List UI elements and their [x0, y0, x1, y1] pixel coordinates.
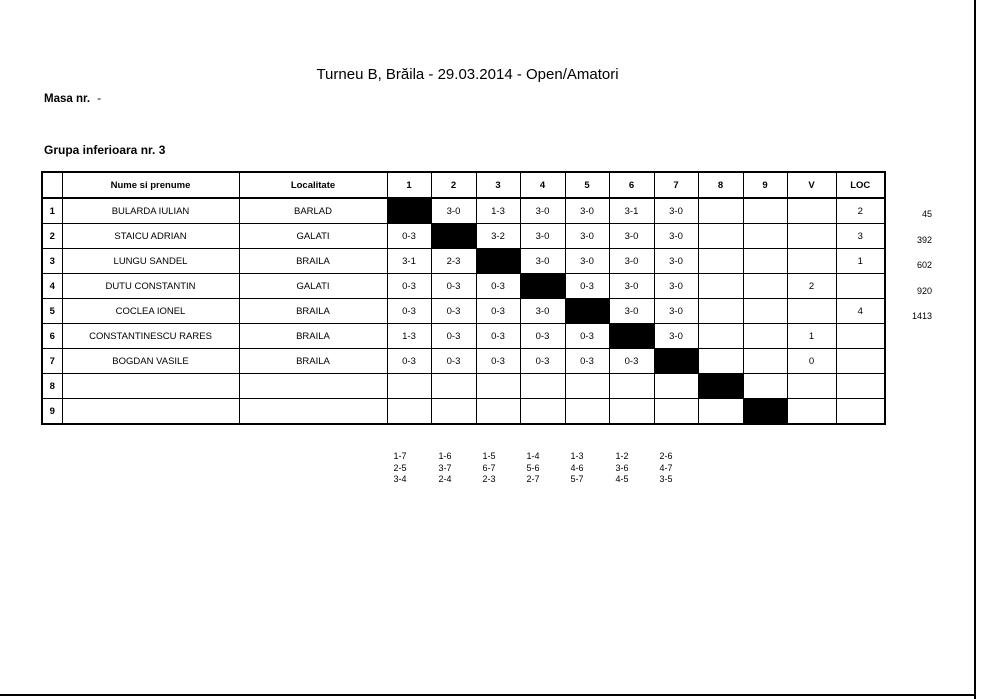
- row-number: 8: [42, 374, 62, 399]
- schedule-match: 2-6: [659, 451, 673, 461]
- score-cell: [565, 399, 609, 425]
- victories-cell: 1: [787, 324, 836, 349]
- row-number: 4: [42, 274, 62, 299]
- score-cell: [743, 374, 787, 399]
- victories-cell: [787, 399, 836, 425]
- score-cell: [565, 374, 609, 399]
- row-number: 9: [42, 399, 62, 425]
- player-name: LUNGU SANDEL: [62, 249, 239, 274]
- score-cell: 3-0: [565, 198, 609, 224]
- player-city: GALATI: [239, 274, 387, 299]
- player-city: BRAILA: [239, 249, 387, 274]
- schedule-match: 1-4: [526, 451, 540, 461]
- score-cell: 3-0: [654, 299, 698, 324]
- header-name: Nume si prenume: [62, 172, 239, 198]
- score-cell: [743, 274, 787, 299]
- score-cell: 3-0: [654, 198, 698, 224]
- player-name: [62, 374, 239, 399]
- score-cell: 0-3: [565, 324, 609, 349]
- score-cell: [698, 349, 743, 374]
- score-cell: [654, 399, 698, 425]
- score-cell: [698, 324, 743, 349]
- score-cell: 3-0: [609, 249, 654, 274]
- score-cell: [654, 374, 698, 399]
- diagonal-blank-cell: [609, 324, 654, 349]
- score-cell: [387, 399, 431, 425]
- score-cell: 3-0: [565, 224, 609, 249]
- victories-cell: [787, 249, 836, 274]
- header-col-1: 1: [387, 172, 431, 198]
- page-title: Turneu B, Brăila - 29.03.2014 - Open/Amatori: [316, 66, 619, 83]
- player-city: BRAILA: [239, 349, 387, 374]
- score-cell: 3-0: [520, 224, 565, 249]
- diagonal-blank-cell: [520, 274, 565, 299]
- score-cell: [431, 374, 476, 399]
- header-place: LOC: [836, 172, 885, 198]
- player-city: [239, 374, 387, 399]
- score-cell: 0-3: [520, 324, 565, 349]
- score-cell: [698, 198, 743, 224]
- row-number: 6: [42, 324, 62, 349]
- schedule-match: 1-5: [482, 451, 496, 461]
- page-border-bottom: [0, 694, 976, 696]
- victories-cell: [787, 224, 836, 249]
- side-number: 602: [916, 260, 932, 270]
- place-cell: [836, 374, 885, 399]
- table-row: [42, 374, 885, 399]
- score-cell: [743, 249, 787, 274]
- score-cell: [698, 249, 743, 274]
- row-number: 3: [42, 249, 62, 274]
- side-number: 392: [916, 234, 932, 245]
- table-row: [42, 349, 885, 374]
- diagonal-blank-cell: [476, 249, 520, 274]
- score-cell: [476, 399, 520, 425]
- diagonal-blank-cell: [654, 349, 698, 374]
- score-cell: 3-0: [520, 299, 565, 324]
- table-row: [42, 224, 885, 249]
- schedule-match: 1-7: [393, 451, 407, 461]
- header-col-7: 7: [654, 172, 698, 198]
- score-cell: [743, 198, 787, 224]
- score-cell: [743, 349, 787, 374]
- score-cell: 3-0: [609, 274, 654, 299]
- score-cell: 3-0: [431, 198, 476, 224]
- score-cell: 0-3: [520, 349, 565, 374]
- schedule-match: 5-7: [570, 474, 584, 484]
- header-city: Localitate: [239, 172, 387, 198]
- score-cell: 3-0: [565, 249, 609, 274]
- score-cell: 0-3: [387, 224, 431, 249]
- schedule-match: 2-3: [482, 474, 496, 484]
- table-row: [42, 274, 885, 299]
- schedule-match: 2-7: [526, 474, 540, 484]
- side-number: 920: [916, 285, 932, 296]
- player-name: CONSTANTINESCU RARES: [62, 324, 239, 349]
- score-cell: 0-3: [387, 349, 431, 374]
- row-number: 7: [42, 349, 62, 374]
- score-cell: [387, 374, 431, 399]
- schedule-round: [380, 451, 420, 486]
- victories-cell: 2: [787, 274, 836, 299]
- score-cell: 3-0: [654, 324, 698, 349]
- score-cell: 2-3: [431, 249, 476, 274]
- score-cell: [609, 374, 654, 399]
- table-number-value: -: [97, 93, 102, 105]
- schedule-match: 1-6: [438, 451, 452, 461]
- score-cell: 0-3: [476, 349, 520, 374]
- place-cell: [836, 399, 885, 425]
- schedule-match: 5-6: [526, 462, 540, 473]
- schedule-match: 4-7: [659, 462, 673, 473]
- schedule-match: 1-2: [615, 451, 629, 461]
- schedule-match: 6-7: [482, 462, 496, 473]
- score-cell: [698, 224, 743, 249]
- score-cell: [698, 399, 743, 425]
- score-cell: 0-3: [565, 349, 609, 374]
- score-cell: 0-3: [387, 274, 431, 299]
- player-name: [62, 399, 239, 425]
- table-row: [42, 198, 885, 224]
- table-row: [42, 249, 885, 274]
- table-row: [42, 324, 885, 349]
- place-cell: [836, 324, 885, 349]
- header-col-8: 8: [698, 172, 743, 198]
- player-name: DUTU CONSTANTIN: [62, 274, 239, 299]
- table-header-row: [42, 172, 885, 198]
- schedule-match: 2-5: [393, 462, 407, 473]
- row-number: 2: [42, 224, 62, 249]
- player-city: BARLAD: [239, 198, 387, 224]
- results-table: [41, 171, 886, 425]
- score-cell: [476, 374, 520, 399]
- score-cell: 1-3: [387, 324, 431, 349]
- schedule-match: 3-6: [615, 462, 629, 473]
- player-name: STAICU ADRIAN: [62, 224, 239, 249]
- schedule-match: 3-5: [659, 474, 673, 484]
- row-number: 5: [42, 299, 62, 324]
- score-cell: 3-0: [654, 249, 698, 274]
- schedule-round: [513, 451, 553, 486]
- schedule-match: 2-4: [438, 474, 452, 484]
- player-name: COCLEA IONEL: [62, 299, 239, 324]
- header-victories: V: [787, 172, 836, 198]
- score-cell: 0-3: [476, 274, 520, 299]
- score-cell: 1-3: [476, 198, 520, 224]
- player-name: BOGDAN VASILE: [62, 349, 239, 374]
- player-city: BRAILA: [239, 299, 387, 324]
- place-cell: 2: [836, 198, 885, 224]
- schedule-round: [646, 451, 686, 486]
- score-cell: 3-0: [654, 224, 698, 249]
- score-cell: 0-3: [476, 299, 520, 324]
- score-cell: 0-3: [431, 299, 476, 324]
- side-number: 45: [921, 209, 932, 219]
- schedule-round: [425, 451, 465, 486]
- score-cell: [520, 399, 565, 425]
- diagonal-blank-cell: [743, 399, 787, 425]
- score-cell: 0-3: [476, 324, 520, 349]
- header-col-2: 2: [431, 172, 476, 198]
- player-city: [239, 399, 387, 425]
- table-number-label: Masa nr.: [44, 93, 91, 105]
- schedule-match: 4-5: [615, 474, 629, 484]
- row-number: 1: [42, 198, 62, 224]
- victories-cell: 0: [787, 349, 836, 374]
- diagonal-blank-cell: [565, 299, 609, 324]
- side-number: 1413: [911, 311, 932, 321]
- table-row: [42, 299, 885, 324]
- player-name: BULARDA IULIAN: [62, 198, 239, 224]
- player-city: BRAILA: [239, 324, 387, 349]
- score-cell: 3-0: [609, 299, 654, 324]
- score-cell: 3-1: [387, 249, 431, 274]
- place-cell: [836, 349, 885, 374]
- score-cell: 3-0: [654, 274, 698, 299]
- victories-cell: [787, 299, 836, 324]
- schedule-round: [602, 451, 642, 486]
- header-col-5: 5: [565, 172, 609, 198]
- header-col-4: 4: [520, 172, 565, 198]
- schedule-round: [557, 451, 597, 486]
- victories-cell: [787, 374, 836, 399]
- place-cell: [836, 274, 885, 299]
- score-cell: 0-3: [431, 274, 476, 299]
- score-cell: [609, 399, 654, 425]
- page-border-right: [974, 0, 976, 699]
- diagonal-blank-cell: [698, 374, 743, 399]
- schedule-match: 1-3: [570, 451, 584, 461]
- header-col-9: 9: [743, 172, 787, 198]
- header-col-3: 3: [476, 172, 520, 198]
- score-cell: 0-3: [431, 324, 476, 349]
- table-row: [42, 399, 885, 425]
- table-number: [44, 93, 101, 105]
- player-city: GALATI: [239, 224, 387, 249]
- schedule-round: [469, 451, 509, 486]
- schedule-match: 3-7: [438, 462, 452, 473]
- score-cell: 3-0: [520, 249, 565, 274]
- schedule-match: 4-6: [570, 462, 584, 473]
- place-cell: 1: [836, 249, 885, 274]
- score-cell: 3-0: [609, 224, 654, 249]
- score-cell: [743, 324, 787, 349]
- diagonal-blank-cell: [387, 198, 431, 224]
- header-nr: [42, 172, 62, 198]
- score-cell: [698, 274, 743, 299]
- score-cell: 3-0: [520, 198, 565, 224]
- score-cell: [743, 224, 787, 249]
- header-col-6: 6: [609, 172, 654, 198]
- score-cell: [743, 299, 787, 324]
- score-cell: 0-3: [431, 349, 476, 374]
- score-cell: [520, 374, 565, 399]
- diagonal-blank-cell: [431, 224, 476, 249]
- score-cell: [431, 399, 476, 425]
- group-title: Grupa inferioara nr. 3: [44, 143, 166, 157]
- score-cell: 0-3: [387, 299, 431, 324]
- score-cell: 3-2: [476, 224, 520, 249]
- score-cell: [698, 299, 743, 324]
- schedule-match: 3-4: [393, 474, 407, 484]
- victories-cell: [787, 198, 836, 224]
- place-cell: 3: [836, 224, 885, 249]
- place-cell: 4: [836, 299, 885, 324]
- score-cell: 0-3: [609, 349, 654, 374]
- score-cell: 3-1: [609, 198, 654, 224]
- score-cell: 0-3: [565, 274, 609, 299]
